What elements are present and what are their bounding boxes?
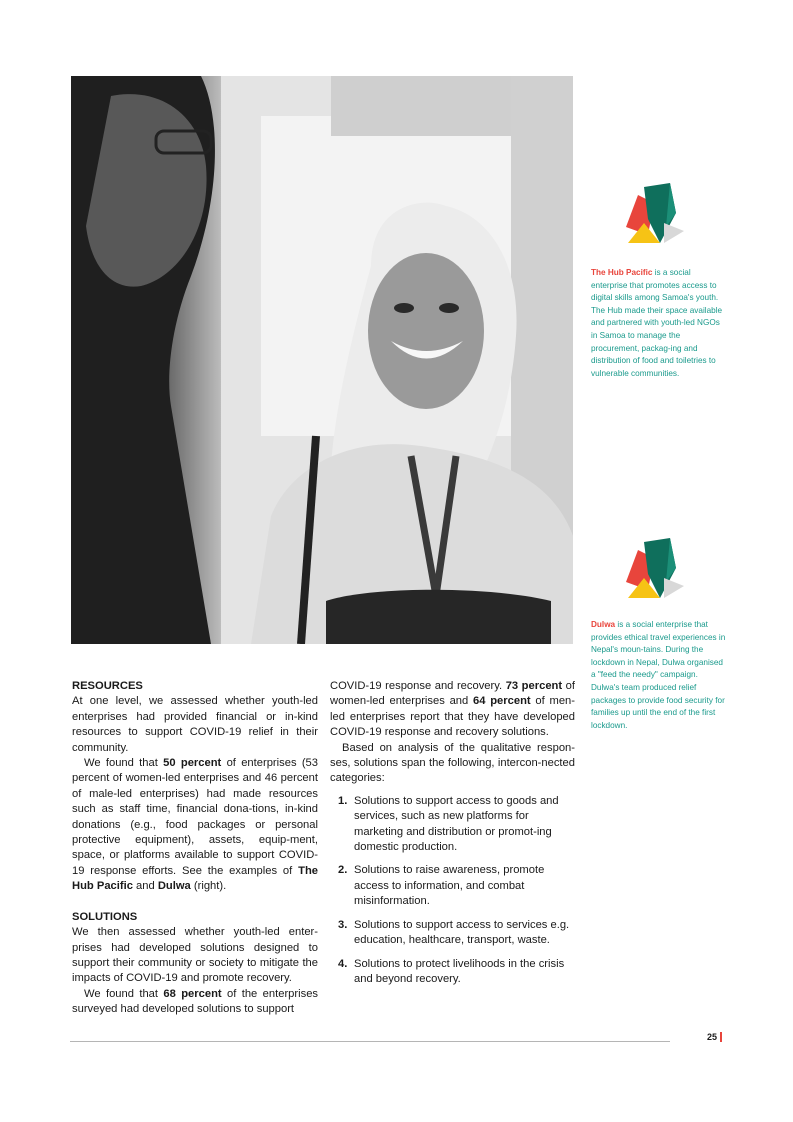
hero-photo [71,76,573,644]
footer-rule [70,1041,670,1042]
resources-paragraph-1: At one level, we assessed whether youth-led enterprises had provided financial or in-kind resources to support COVID-19 relief in their community. [72,695,318,754]
page-number-bar [720,1032,722,1042]
geometric-logo-icon [624,538,686,604]
solutions-paragraph-1: We then assessed whether youth-led enter-prises had developed solutions designed to support their community or society to mitigate the impacts of COVID-19 and promote recovery. [72,926,318,985]
side-note-text: is a social enterprise that promotes access to digital skills among Samoa's youth. The Hub made their space available and partnered with youth-led NGOs in Samoa to manage the procurement, packag-ing and distribution of food and toiletries to vulnerable communities. [591,268,723,378]
body-column-left [72,679,318,1018]
hub-pacific-logo [624,183,686,249]
solutions-paragraph-continued: COVID-19 response and recovery. 73 percent of women-led enterprises and 64 percent of men-led enterprises report that they have developed COVID-19 response and recovery solutions. [330,680,575,739]
solutions-paragraph-2: We found that 68 percent of the enterprises surveyed had developed solutions to support [72,987,319,1016]
list-item: 4. Solutions to protect livelihoods in the crisis and beyond recovery. [338,957,565,985]
body-column-right [330,679,575,995]
side-note-title: The Hub Pacific [591,268,653,277]
photo-two-people-icon [71,76,573,644]
geometric-logo-icon [624,183,686,249]
list-item: 1. Solutions to support access to goods and services, such as new platforms for marketing and distribution or promot-ing domestic production. [338,794,559,854]
solutions-paragraph-3: Based on analysis of the qualitative respon-ses, solutions span the following, intercon-nected categories: [330,741,575,785]
side-note-dulwa [591,619,726,732]
resources-heading: RESOURCES [72,680,143,692]
solutions-list [330,794,575,987]
solutions-heading: SOLUTIONS [72,910,138,923]
list-item: 2. Solutions to raise awareness, promote access to information, and combat misinformation. [338,864,545,908]
resources-paragraph-2: We found that 50 percent of enterprises (53 percent of women-led enterprises and 46 percent of male-led enterprises) had made resources such as staff time, financial dona-tions, in-kind donations (e.g., food packages or personal protective equipment), assets, equip-ment, space, or platforms available to support COVID-19 response efforts. See the examples of The Hub Pacific and Dulwa (right). [72,757,319,893]
dulwa-logo [624,538,686,604]
side-note-hub-pacific [591,267,726,380]
side-note-title: Dulwa [591,620,616,629]
list-item: 3. Solutions to support access to services e.g. education, healthcare, transport, waste. [338,918,570,947]
page-number: 25 [707,1032,718,1042]
side-note-text: is a social enterprise that provides ethical travel experiences in Nepal's moun-tains. During the lockdown in Nepal, Dulwa organised a "feed the needy" campaign. Dulwa's team produced relief packages to provide food security for families up until the end of the first lockdown. [591,620,726,730]
